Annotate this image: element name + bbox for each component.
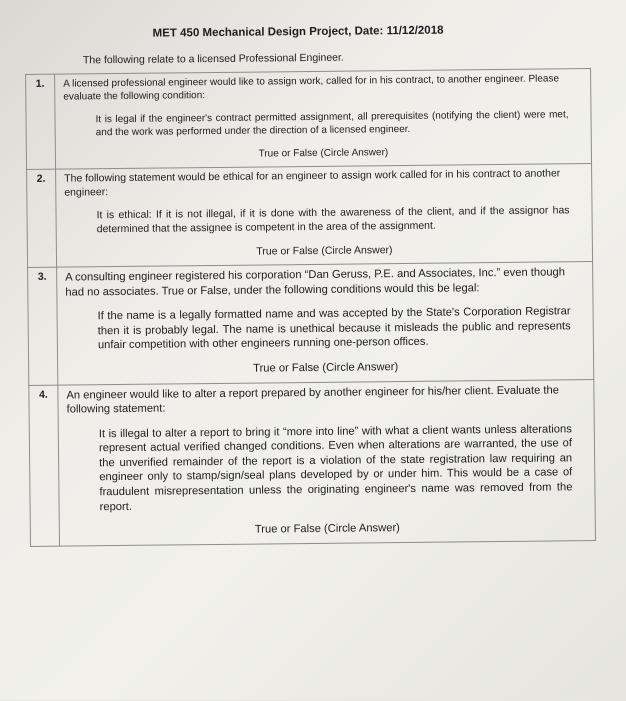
question-prompt: A licensed professional engineer would like to assign work, called for in his contract, to another engineer. Please evaluate the following condition: xyxy=(63,73,560,103)
question-statement: If the name is a legally formatted name and was accepted by the State's Corporation Registrar then it is probably legal. The name is unethical because it misleads the public and represents unfair competition with other engineers running one-person offices. xyxy=(97,305,571,352)
question-body xyxy=(58,379,596,546)
question-number: 2. xyxy=(27,169,57,268)
question-prompt: An engineer would like to alter a report prepared by another engineer for his/her client. Evaluate the following statement: xyxy=(66,383,560,416)
answer-choice: True or False (Circle Answer) xyxy=(258,147,389,160)
question-number: 1. xyxy=(26,74,56,169)
question-row-1 xyxy=(26,69,592,170)
question-body xyxy=(57,262,594,385)
answer-choice: True or False (Circle Answer) xyxy=(256,243,393,258)
document-title: MET 450 Mechanical Design Project, Date: 11/12/2018 xyxy=(152,24,444,40)
question-statement: It is illegal to alter a report to bring it “more into line” with what a client wants unless alterations represent actual verified changed conditions. Even when alterations are warranted, the use of the unverified remainder of the report is a violation of the state registration law requiring an engineer only to stamp/sign/seal plans developed by or under him. This would be a case of fraudulent misrepresentation unless the originating engineer's name was removed from the report. xyxy=(98,422,573,513)
answer-choice: True or False (Circle Answer) xyxy=(253,361,399,375)
question-row-4 xyxy=(29,379,596,546)
intro-text: The following relate to a licensed Professional Engineer. xyxy=(82,51,344,67)
questions-table xyxy=(25,68,596,547)
question-body xyxy=(55,69,592,170)
question-body xyxy=(56,164,593,268)
answer-choice: True or False (Circle Answer) xyxy=(254,522,400,536)
question-row-3 xyxy=(28,262,594,385)
question-number: 3. xyxy=(28,267,58,385)
document-sheet xyxy=(2,5,619,701)
question-statement: It is legal if the engineer's contract permitted assignment, all prerequisites (notifying the client) were met, and the work was performed under the direction of a licensed engineer. xyxy=(95,109,569,139)
question-row-2 xyxy=(27,164,593,268)
question-number: 4. xyxy=(29,385,60,546)
question-prompt: The following statement would be ethical for an engineer to assign work called for in his contract to another engineer: xyxy=(64,167,561,199)
question-prompt: A consulting engineer registered his corporation “Dan Geruss, P.E. and Associates, Inc.” even though had no associates. True or False, under the following conditions would this be legal: xyxy=(65,266,566,299)
question-statement: It is ethical: If it is not illegal, if it is done with the awareness of the client, and if the assignor has determined that the assignee is competent in the area of the assignment. xyxy=(96,204,570,236)
